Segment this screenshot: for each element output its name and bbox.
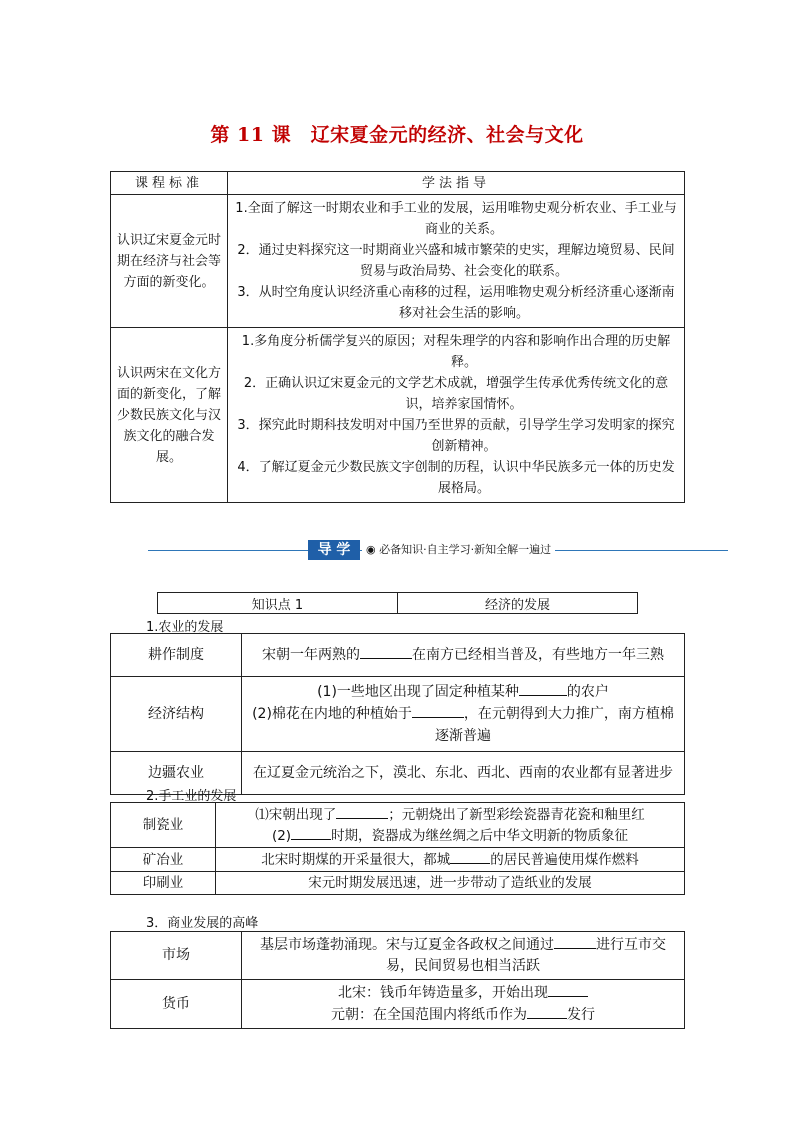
row-content: 宋元时期发展迅速，进一步带动了造纸业的发展 bbox=[216, 872, 685, 895]
guidance-item: 1.多角度分析儒学复兴的原因；对程朱理学的内容和影响作出合理的历史解释。 bbox=[241, 334, 671, 370]
standard-cell: 认识辽宋夏金元时期在经济与社会等方面的新变化。 bbox=[111, 195, 228, 328]
guidance-item: 2．正确认识辽宋夏金元的文学艺术成就，增强学生传承优秀传统文化的意识，培养家国情怀。 bbox=[243, 376, 669, 412]
guidance-item: 4．了解辽夏金元少数民族文字创制的历程，认识中华民族多元一体的历史发展格局。 bbox=[237, 460, 675, 496]
section-heading: 2.手工业的发展 bbox=[146, 789, 237, 804]
guidance-item: 2．通过史料探究这一时期商业兴盛和城市繁荣的史实，理解边境贸易、民间贸易与政治局势、社会变化的联系。 bbox=[237, 243, 675, 279]
banner-text: ◉ 必备知识·自主学习·新知全解一遍过 bbox=[362, 541, 555, 559]
row-label: 矿冶业 bbox=[111, 848, 216, 872]
knowledge-point-topic: 经济的发展 bbox=[398, 593, 638, 614]
fill-blank[interactable] bbox=[336, 804, 388, 819]
fill-blank[interactable] bbox=[519, 681, 567, 696]
fill-blank[interactable] bbox=[548, 982, 588, 997]
banner-left-line bbox=[148, 550, 308, 551]
agriculture-table bbox=[110, 633, 685, 795]
commerce-table bbox=[110, 931, 685, 1029]
handicraft-table bbox=[110, 802, 685, 895]
fill-blank[interactable] bbox=[360, 644, 412, 659]
fill-blank[interactable] bbox=[412, 703, 464, 718]
row-label: 耕作制度 bbox=[111, 634, 242, 677]
guidance-item: 3．探究此时期科技发明对中国乃至世界的贡献，引导学生学习发明家的探究创新精神。 bbox=[237, 418, 675, 454]
guidance-header: 学法指导 bbox=[228, 172, 685, 195]
row-label: 经济结构 bbox=[111, 677, 242, 752]
row-content: (1)一些地区出现了固定种植某种 的农户 (2)棉花在内地的种植始于 ，在元朝得到大力推广，南方植棉逐渐普遍 bbox=[242, 677, 685, 752]
row-label: 货币 bbox=[111, 980, 242, 1029]
guidance-item: 3．从时空角度认识经济重心南移的过程，运用唯物史观分析经济重心逐渐南移对社会生活的影响。 bbox=[237, 285, 675, 321]
knowledge-point-table bbox=[157, 592, 638, 614]
banner-tag: 导 学 bbox=[308, 540, 360, 560]
fill-blank[interactable] bbox=[554, 934, 596, 949]
guidance-cell bbox=[228, 328, 685, 503]
standard-cell: 认识两宋在文化方面的新变化，了解少数民族文化与汉族文化的融合发展。 bbox=[111, 328, 228, 503]
section-heading: 1.农业的发展 bbox=[146, 620, 224, 635]
knowledge-point-label: 知识点 1 bbox=[158, 593, 398, 614]
fill-blank[interactable] bbox=[291, 825, 331, 840]
row-content: ⑴宋朝出现了 ；元朝烧出了新型彩绘瓷器青花瓷和釉里红 (2) 时期，瓷器成为继丝绸之后中华文明新的物质象征 bbox=[216, 803, 685, 848]
fill-blank[interactable] bbox=[527, 1004, 567, 1019]
curriculum-standards-table bbox=[110, 171, 685, 503]
row-label: 印刷业 bbox=[111, 872, 216, 895]
row-content: 基层市场蓬勃涌现。宋与辽夏金各政权之间通过 进行互市交易，民间贸易也相当活跃 bbox=[242, 932, 685, 980]
standards-header: 课程标准 bbox=[111, 172, 228, 195]
guidance-cell bbox=[228, 195, 685, 328]
row-label: 边疆农业 bbox=[111, 752, 242, 795]
section-heading: 3．商业发展的高峰 bbox=[146, 916, 259, 931]
row-label: 市场 bbox=[111, 932, 242, 980]
lesson-title: 第 11 课 辽宋夏金元的经济、社会与文化 bbox=[210, 124, 584, 146]
guided-study-banner bbox=[148, 538, 728, 562]
guidance-item: 1.全面了解这一时期农业和手工业的发展，运用唯物史观分析农业、手工业与商业的关系。 bbox=[235, 201, 677, 237]
fill-blank[interactable] bbox=[450, 849, 490, 864]
row-content: 宋朝一年两熟的 在南方已经相当普及，有些地方一年三熟 bbox=[242, 634, 685, 677]
row-label: 制瓷业 bbox=[111, 803, 216, 848]
row-content: 北宋：钱币年铸造量多，开始出现 元朝：在全国范围内将纸币作为 发行 bbox=[242, 980, 685, 1029]
row-content: 北宋时期煤的开采量很大，都城 的居民普遍使用煤作燃料 bbox=[216, 848, 685, 872]
row-content: 在辽夏金元统治之下，漠北、东北、西北、西南的农业都有显著进步 bbox=[242, 752, 685, 795]
